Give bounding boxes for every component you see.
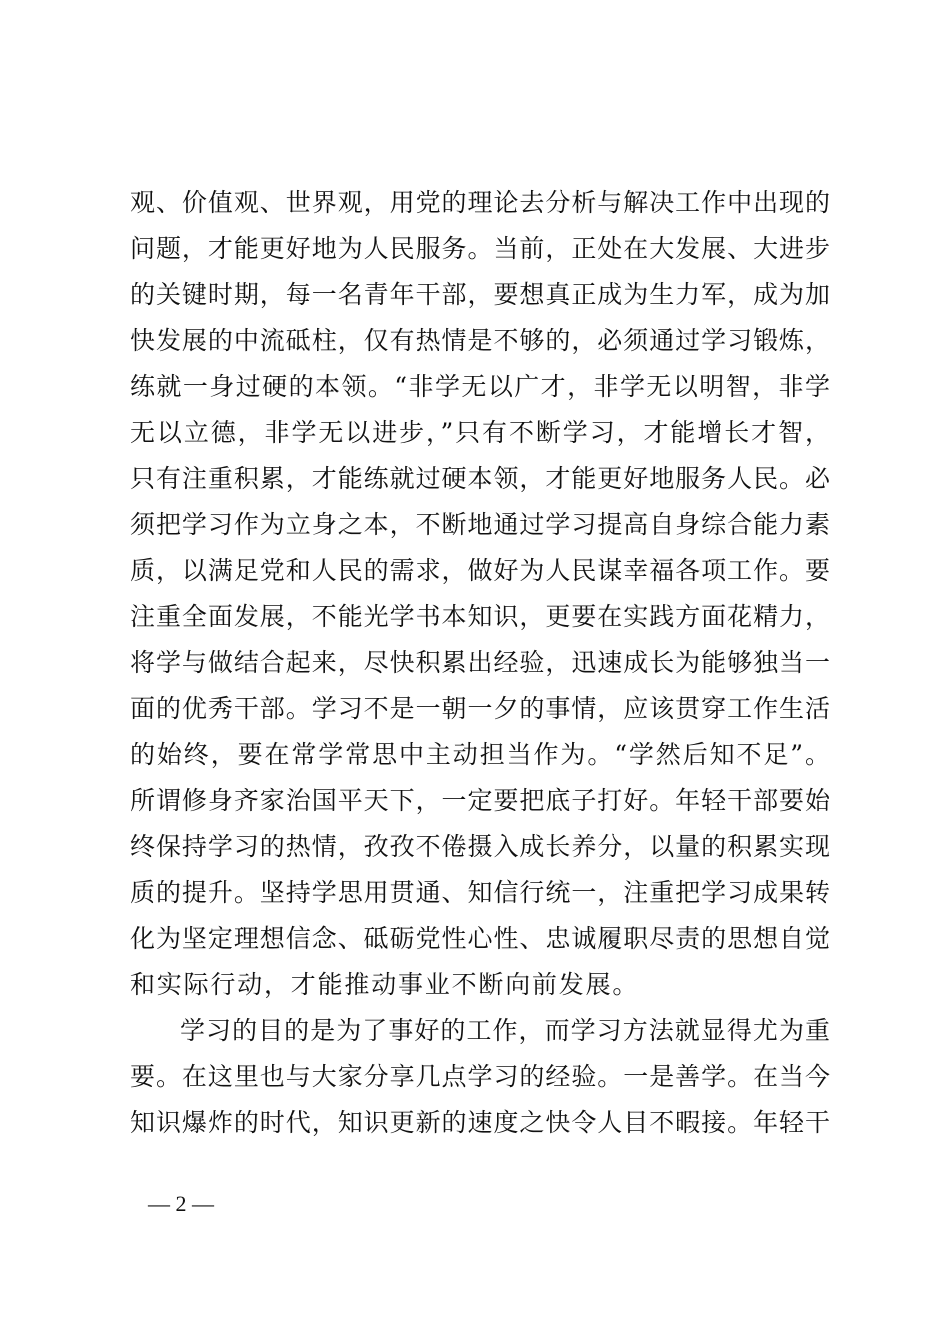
text-line: 观、价值观、世界观，用党的理论去分析与解决工作中出现的 <box>130 188 830 217</box>
text-line: 学习的目的是为了事好的工作，而学习方法就显得尤为重 <box>180 1016 830 1045</box>
text-line: 只有注重积累，才能练就过硬本领，才能更好地服务人民。必 <box>130 464 830 493</box>
text-line: 和实际行动，才能推动事业不断向前发展。 <box>130 970 640 999</box>
text-line: 所谓修身齐家治国平天下，一定要把底子打好。年轻干部要始 <box>130 786 830 815</box>
text-line: 须把学习作为立身之本，不断地通过学习提高自身综合能力素 <box>130 510 830 539</box>
text-line: 问题，才能更好地为人民服务。当前，正处在大发展、大进步 <box>130 234 830 263</box>
text-line: 的始终，要在常学常思中主动担当作为。“学然后知不足”。 <box>130 740 830 769</box>
text-line: 终保持学习的热情，孜孜不倦摄入成长养分，以量的积累实现 <box>130 832 830 861</box>
text-line: 要。在这里也与大家分享几点学习的经验。一是善学。在当今 <box>130 1062 830 1091</box>
text-line: 练就一身过硬的本领。“非学无以广才，非学无以明智，非学 <box>130 372 830 401</box>
text-line: 的关键时期，每一名青年干部，要想真正成为生力军，成为加 <box>130 280 830 309</box>
text-line: 质，以满足党和人民的需求，做好为人民谋幸福各项工作。要 <box>130 556 830 585</box>
text-line: 注重全面发展，不能光学书本知识，更要在实践方面花精力， <box>130 602 830 631</box>
page-number: — 2 — <box>148 1191 214 1216</box>
body-text <box>130 180 830 1146</box>
text-line: 将学与做结合起来，尽快积累出经验，迅速成长为能够独当一 <box>130 648 830 677</box>
text-line: 化为坚定理想信念、砥砺党性心性、忠诚履职尽责的思想自觉 <box>130 924 830 953</box>
paragraph-1 <box>130 180 830 1008</box>
text-line: 快发展的中流砥柱，仅有热情是不够的，必须通过学习锻炼， <box>130 326 830 355</box>
text-line: 面的优秀干部。学习不是一朝一夕的事情，应该贯穿工作生活 <box>130 694 830 723</box>
text-line: 无以立德，非学无以进步，”只有不断学习，才能增长才智， <box>130 418 830 447</box>
paragraph-2 <box>130 1008 830 1146</box>
text-line: 质的提升。坚持学思用贯通、知信行统一，注重把学习成果转 <box>130 878 830 907</box>
text-line: 知识爆炸的时代，知识更新的速度之快令人目不暇接。年轻干 <box>130 1108 830 1137</box>
